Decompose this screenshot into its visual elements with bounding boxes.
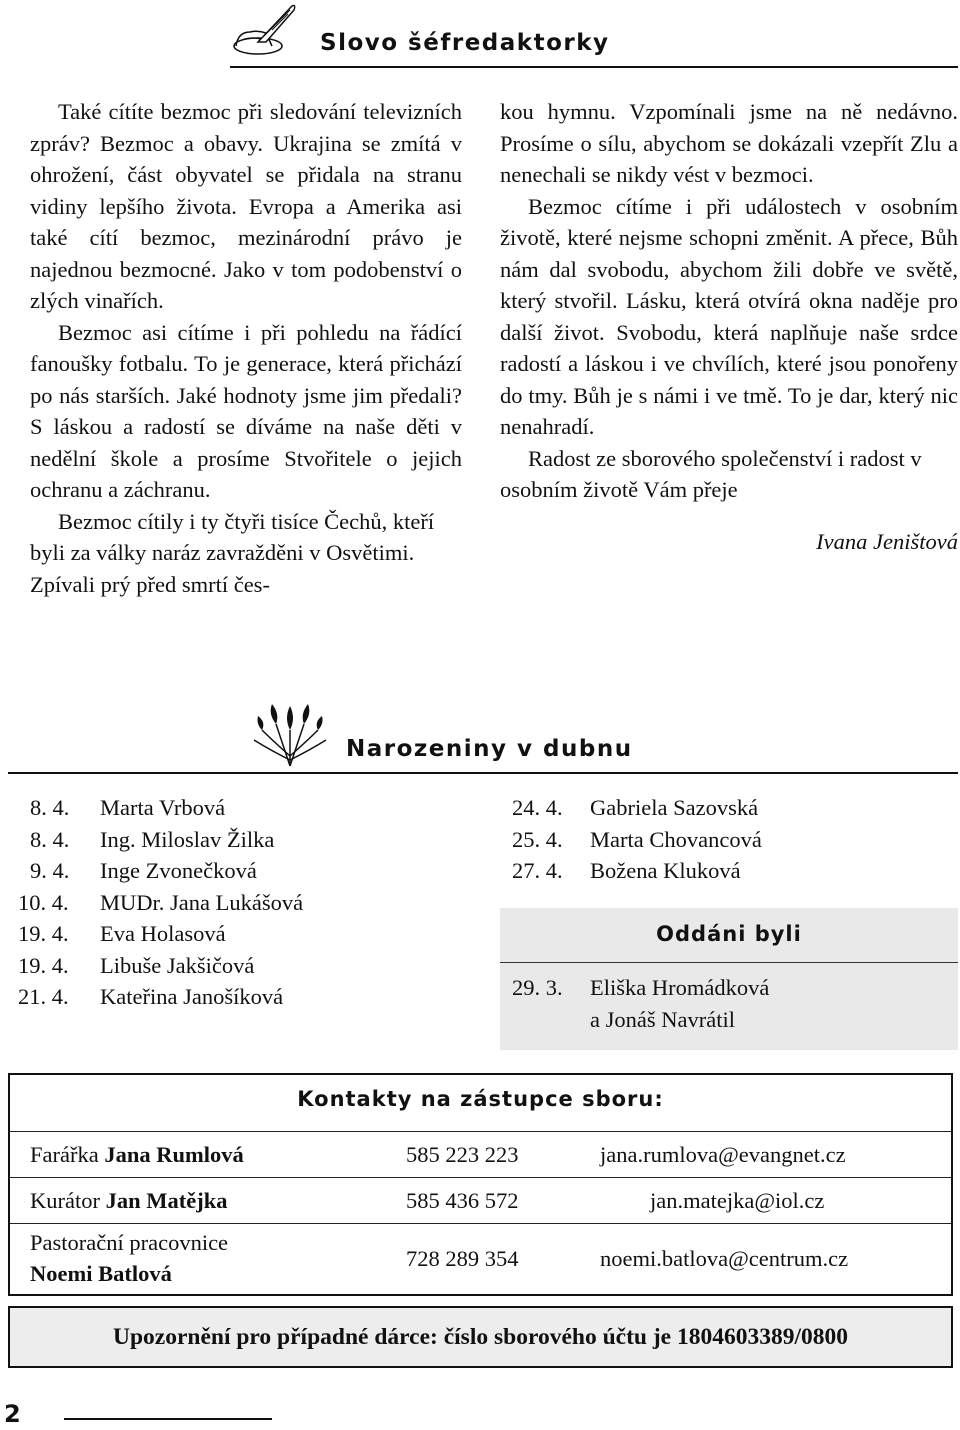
list-item bbox=[512, 855, 952, 887]
contact-row bbox=[10, 1223, 951, 1295]
section-title: Slovo šéfredaktorky bbox=[320, 30, 610, 56]
birthday-name: Marta Vrbová bbox=[100, 795, 226, 820]
birthday-list-right bbox=[512, 792, 952, 887]
birthday-date: 21. 4. bbox=[18, 984, 69, 1009]
article-paragraph: Bezmoc cítily i ty čtyři tisíce Čechů, kteří byli za války naráz zavražděni v Osvětimi. Zpívali prý před smrtí čes- bbox=[30, 508, 435, 597]
article-paragraph: Radost ze sborového společenství i radost v osobním životě Vám přeje bbox=[500, 445, 922, 502]
header-divider bbox=[230, 66, 958, 68]
contact-email[interactable]: jan.matejka@iol.cz bbox=[650, 1188, 825, 1213]
birthday-name: Inge Zvonečková bbox=[100, 858, 257, 883]
contacts-table bbox=[8, 1073, 953, 1296]
birthday-name: Kateřina Janošíková bbox=[100, 984, 284, 1009]
weddings-divider bbox=[500, 962, 958, 963]
article-paragraph: Bezmoc cítíme i při událostech v osobním životě, které nejsme schopni změnit. A přece, Bůh nám dal svobodu, abychom žili dobře ve světě, který stvořil. Lásku, která otvírá okna naděje pro další život. Svobodu, která naplňuje naše srdce radostí a láskou i ve chvílích, které jsou ponořeny do tmy. Bůh je s námi i ve tmě. To je dar, který nic nenahradí. bbox=[500, 193, 958, 439]
article-left-column bbox=[30, 96, 462, 600]
contact-email[interactable]: jana.rumlova@evangnet.cz bbox=[600, 1142, 846, 1167]
flower-bouquet-icon bbox=[250, 700, 330, 768]
wedding-names-line1: Eliška Hromádková bbox=[590, 975, 770, 1000]
signature: Ivana Jeništová bbox=[816, 528, 958, 554]
contact-phone: 728 289 354 bbox=[406, 1246, 519, 1271]
article-paragraph: kou hymnu. Vzpomínali jsme na ně nedávno. Prosíme o sílu, abychom se dokázali vzepřít Zlu a nenechali se nikdy vést v bezmoci. bbox=[500, 99, 958, 187]
footer-rule bbox=[64, 1418, 272, 1420]
weddings-entry bbox=[512, 972, 952, 1035]
birthday-name: Božena Kluková bbox=[590, 858, 741, 883]
birthday-name: Gabriela Sazovská bbox=[590, 795, 759, 820]
contact-row bbox=[10, 1177, 951, 1224]
list-item bbox=[18, 950, 470, 982]
birthday-date: 19. 4. bbox=[18, 952, 69, 978]
list-item bbox=[30, 792, 470, 824]
birthday-date: 19. 4. bbox=[18, 921, 69, 946]
contact-role: Pastorační pracovnice bbox=[30, 1230, 229, 1255]
weddings-box bbox=[500, 908, 958, 1050]
birthday-name: MUDr. Jana Lukášová bbox=[100, 889, 304, 915]
birthday-name: Eva Holasová bbox=[100, 921, 226, 946]
birthday-date: 24. 4. bbox=[512, 795, 563, 820]
wedding-date: 29. 3. bbox=[512, 975, 563, 1000]
birthdays-title: Narozeniny v dubnu bbox=[346, 736, 633, 762]
weddings-title: Oddáni byli bbox=[656, 922, 802, 946]
contact-phone: 585 223 223 bbox=[406, 1142, 519, 1167]
birthday-date: 25. 4. bbox=[512, 826, 563, 852]
list-item bbox=[30, 824, 470, 856]
birthday-name: Ing. Miloslav Žilka bbox=[100, 826, 275, 852]
contact-name: Jan Matějka bbox=[105, 1188, 228, 1213]
birthday-name: Libuše Jakšičová bbox=[100, 952, 255, 978]
contact-role: Kurátor Jan Matějka bbox=[30, 1188, 228, 1213]
contact-phone: 585 436 572 bbox=[406, 1188, 519, 1213]
birthdays-divider bbox=[8, 772, 958, 774]
list-item bbox=[30, 855, 470, 887]
birthday-date: 8. 4. bbox=[30, 795, 70, 820]
contact-row bbox=[10, 1131, 951, 1178]
list-item bbox=[18, 918, 470, 950]
birthday-date: 8. 4. bbox=[30, 826, 70, 852]
contact-name: Jana Rumlová bbox=[104, 1142, 244, 1167]
contact-role: Farářka Jana Rumlová bbox=[30, 1142, 244, 1167]
donor-notice: Upozornění pro případné dárce: číslo sborového účtu je 1804603389/0800 bbox=[8, 1306, 953, 1368]
contacts-title: Kontakty na zástupce sboru: bbox=[297, 1087, 664, 1111]
birthday-name: Marta Chovancová bbox=[590, 826, 762, 852]
list-item bbox=[18, 887, 470, 919]
list-item bbox=[512, 792, 952, 824]
birthday-list-left bbox=[18, 792, 470, 1013]
article-paragraph: Také cítíte bezmoc při sledování televizních zpráv? Bezmoc a obavy. Ukrajina se zmítá v ohrožení, část obyvatel se přidala na stranu vidiny lepšího života. Evropa a Amerika asi také cítí bezmoc, mezinárodní právo je najednou bezmocné. Jako v tom podobenství o zlých vinařích. bbox=[30, 99, 462, 313]
contact-name: Noemi Batlová bbox=[30, 1261, 172, 1286]
article-paragraph: Bezmoc asi cítíme i při pohledu na řádící fanoušky fotbalu. To je generace, která přichází po nás starších. Jaké hodnoty jsme jim předali? S láskou a radostí se díváme na naše děti v nedělní škole a prosíme Stvořitele o jejich ochranu a záchranu. bbox=[30, 319, 462, 502]
birthday-date: 27. 4. bbox=[512, 858, 563, 883]
list-item bbox=[18, 981, 470, 1013]
contact-email[interactable]: noemi.batlova@centrum.cz bbox=[600, 1246, 849, 1271]
quill-and-inkwell-icon bbox=[228, 2, 300, 58]
article-right-column bbox=[500, 96, 958, 557]
page-number: 2 bbox=[4, 1400, 21, 1428]
birthday-date: 9. 4. bbox=[30, 858, 70, 883]
wedding-names-line2: a Jonáš Navrátil bbox=[590, 1006, 735, 1032]
list-item bbox=[512, 824, 952, 856]
birthday-date: 10. 4. bbox=[18, 889, 69, 915]
